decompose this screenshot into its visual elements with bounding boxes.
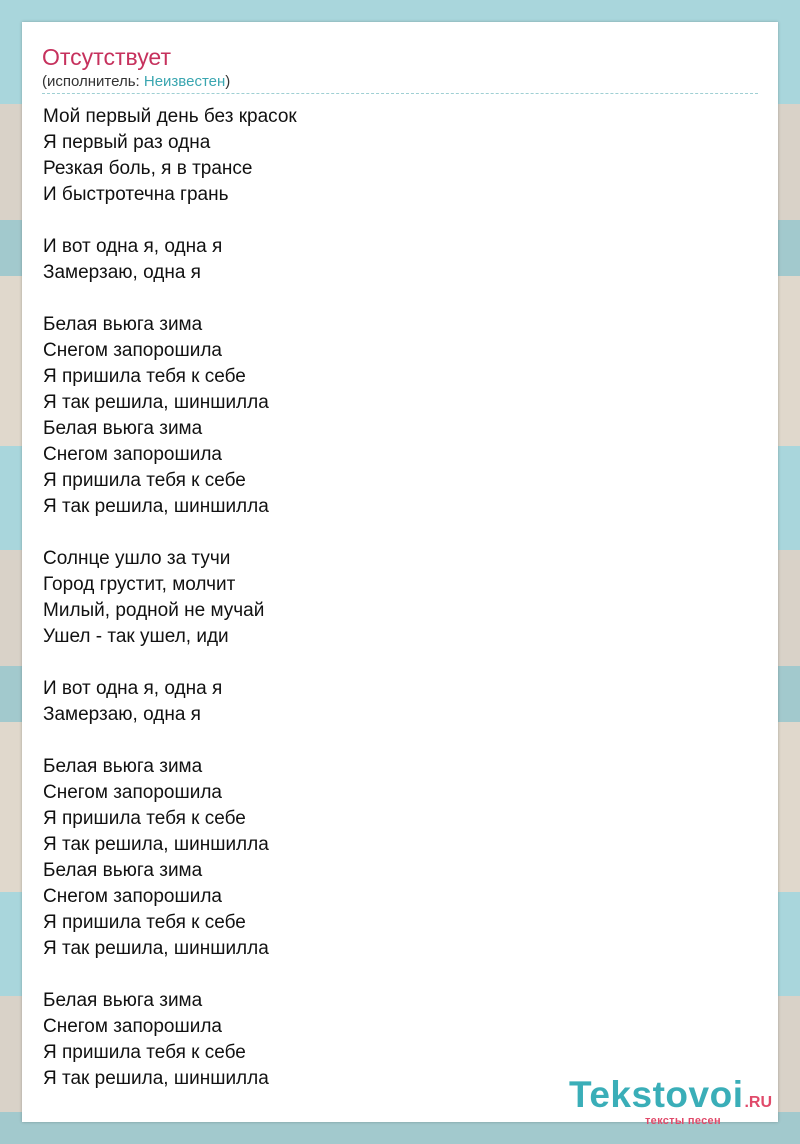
lyric-line: Солнце ушло за тучи (43, 548, 231, 569)
lyric-line: Белая вьюга зима (43, 418, 203, 439)
lyric-line: Мой первый день без красок (43, 106, 297, 127)
lyric-line: Милый, родной не мучай (43, 600, 265, 621)
lyric-line: И быстротечна грань (43, 184, 229, 205)
lyric-line: Белая вьюга зима (43, 990, 203, 1011)
artist-link[interactable]: Неизвестен (143, 73, 226, 90)
header-divider (42, 93, 758, 94)
lyric-line (43, 728, 763, 754)
lyric-line: Я так решила, шиншилла (43, 834, 269, 855)
lyric-line: Я пришила тебя к себе (43, 808, 246, 829)
lyric-line: Я так решила, шиншилла (43, 938, 269, 959)
logo-domain: .RU (744, 1094, 773, 1111)
lyric-line: Я пришила тебя к себе (43, 366, 246, 387)
lyric-line: Снегом запорошила (43, 886, 222, 907)
artist-prefix: (исполнитель: (42, 73, 144, 90)
lyric-line: Я пришила тебя к себе (43, 912, 246, 933)
lyric-line: Снегом запорошила (43, 782, 222, 803)
logo-tagline: тексты песен (645, 1115, 721, 1127)
lyric-line: Я первый раз одна (43, 132, 211, 153)
lyric-line: Я пришила тебя к себе (43, 470, 246, 491)
site-logo[interactable] (569, 1074, 773, 1127)
lyric-line: Белая вьюга зима (43, 860, 203, 881)
lyric-line: Я так решила, шиншилла (43, 392, 269, 413)
lyric-line: И вот одна я, одна я (43, 678, 223, 699)
lyric-line: Ушел - так ушел, иди (43, 626, 229, 647)
lyric-line: Снегом запорошила (43, 1016, 222, 1037)
logo-name: Tekstovoi (569, 1074, 744, 1115)
lyric-line: И вот одна я, одна я (43, 236, 223, 257)
lyric-line: Белая вьюга зима (43, 314, 203, 335)
lyric-line: Я так решила, шиншилла (43, 1068, 269, 1089)
lyric-line: Город грустит, молчит (43, 574, 236, 595)
lyric-line (43, 650, 763, 676)
lyric-line (43, 962, 763, 988)
lyric-line: Я так решила, шиншилла (43, 496, 269, 517)
lyric-line: Снегом запорошила (43, 340, 222, 361)
lyric-line (43, 286, 763, 312)
lyric-line (43, 208, 763, 234)
lyrics-card (22, 22, 778, 1127)
lyrics-body (43, 104, 763, 1092)
lyric-line (43, 520, 763, 546)
artist-line (42, 73, 230, 91)
artist-suffix: ) (225, 73, 231, 90)
lyric-line: Резкая боль, я в трансе (43, 158, 253, 179)
lyric-line: Снегом запорошила (43, 444, 222, 465)
lyric-line: Замерзаю, одна я (43, 704, 201, 725)
lyric-line: Замерзаю, одна я (43, 262, 201, 283)
lyric-line: Я пришила тебя к себе (43, 1042, 246, 1063)
lyric-line: Белая вьюга зима (43, 756, 203, 777)
song-title: Отсутствует (42, 44, 171, 70)
